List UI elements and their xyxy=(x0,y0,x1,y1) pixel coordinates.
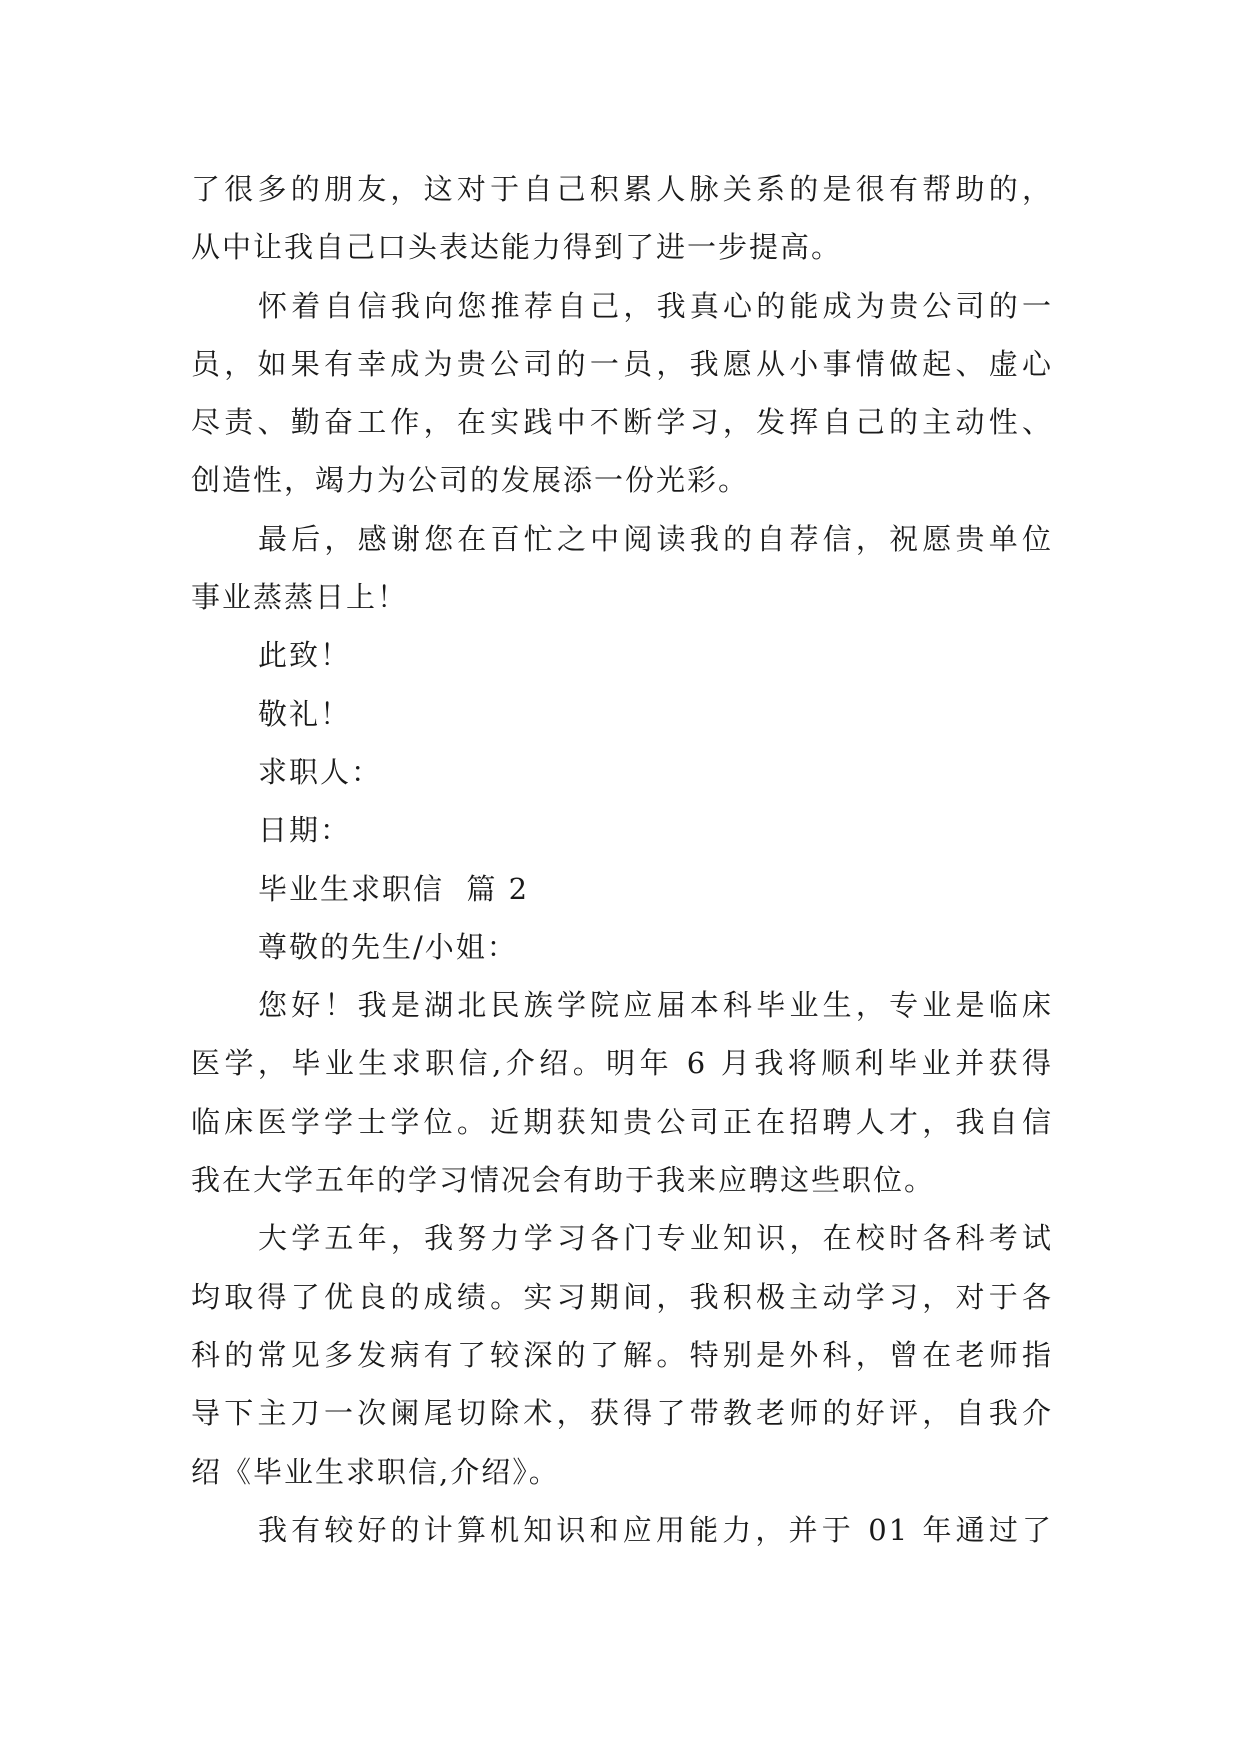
salutation-line: 尊敬的先生/小姐： xyxy=(258,929,518,964)
text-line: 科的常见多发病有了较深的了解。特别是外科，曾在老师指 xyxy=(191,1337,1053,1372)
text-line: 创造性，竭力为公司的发展添一份光彩。 xyxy=(191,463,750,498)
paragraph-start-line: 您好！我是湖北民族学院应届本科毕业生，专业是临床 xyxy=(258,988,1053,1023)
text-line: 医学，毕业生求职信,介绍。明年 6 月我将顺利毕业并获得 xyxy=(191,1046,1053,1081)
text-line: 了很多的朋友，这对于自己积累人脉关系的是很有帮助的， xyxy=(191,172,1053,206)
closing-line: 此致！ xyxy=(258,638,352,673)
text-line: 导下主刀一次阑尾切除术，获得了带教老师的好评，自我介 xyxy=(191,1396,1053,1431)
paragraph-start-line: 最后，感谢您在百忙之中阅读我的自荐信，祝愿贵单位 xyxy=(258,521,1053,556)
paragraph-start-line: 我有较好的计算机知识和应用能力，并于 01 年通过了 xyxy=(258,1512,1053,1547)
paragraph-start-line: 大学五年，我努力学习各门专业知识，在校时各科考试 xyxy=(258,1221,1053,1256)
text-line: 临床医学学士学位。近期获知贵公司正在招聘人才，我自信 xyxy=(191,1104,1053,1139)
document-body xyxy=(191,160,1053,1559)
date-line: 日期： xyxy=(258,813,352,848)
text-line: 我在大学五年的学习情况会有助于我来应聘这些职位。 xyxy=(191,1163,936,1198)
closing-line: 敬礼！ xyxy=(258,696,352,731)
text-line: 尽责、勤奋工作，在实践中不断学习，发挥自己的主动性、 xyxy=(191,405,1053,440)
text-line: 从中让我自己口头表达能力得到了进一步提高。 xyxy=(191,230,843,265)
signature-line: 求职人： xyxy=(258,754,383,789)
text-line: 均取得了优良的成绩。实习期间，我积极主动学习，对于各 xyxy=(191,1279,1053,1314)
text-line: 员，如果有幸成为贵公司的一员，我愿从小事情做起、虚心 xyxy=(191,346,1053,381)
paragraph-start-line: 怀着自信我向您推荐自己，我真心的能成为贵公司的一 xyxy=(258,288,1053,323)
text-line: 绍《毕业生求职信,介绍》。 xyxy=(191,1454,560,1489)
section-title: 毕业生求职信 篇 2 xyxy=(258,871,530,906)
text-line: 事业蒸蒸日上！ xyxy=(191,580,409,615)
